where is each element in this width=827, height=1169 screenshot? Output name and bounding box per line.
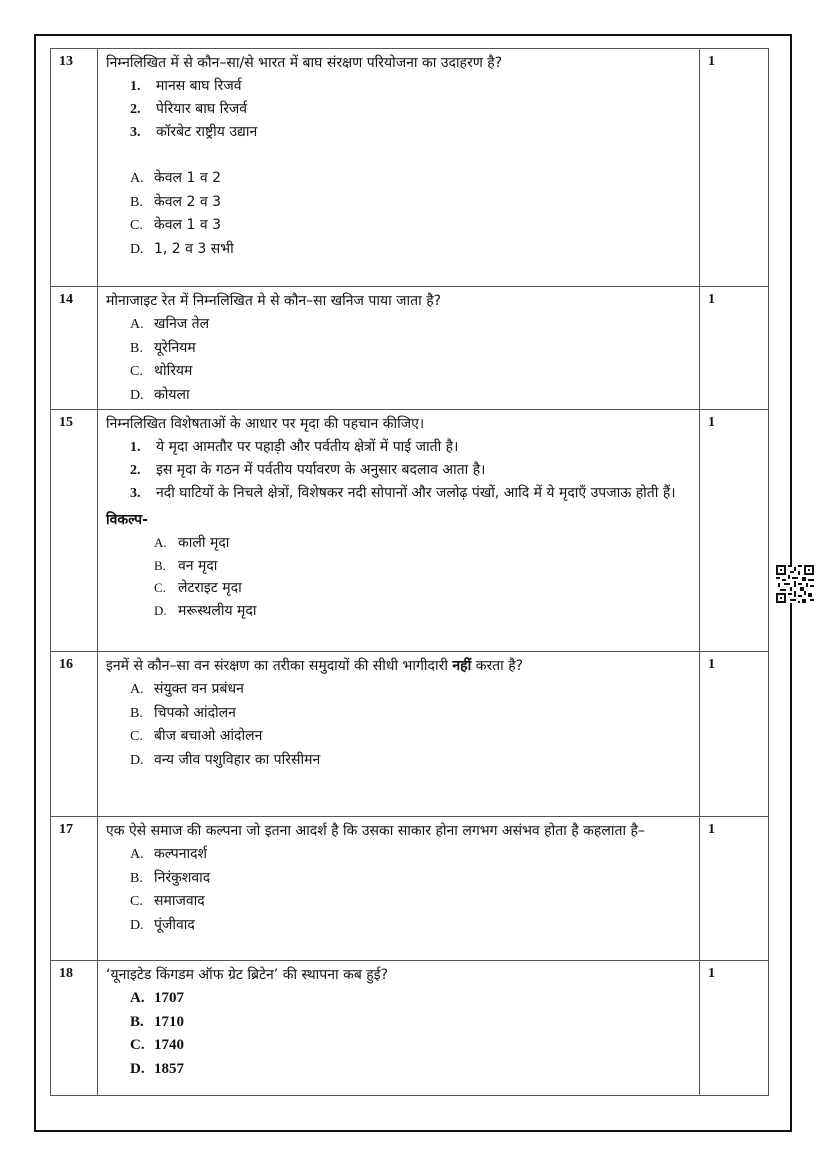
answer-option: D. मरूस्थलीय मृदा xyxy=(154,602,257,619)
answer-option: D. वन्य जीव पशुविहार का परिसीमन xyxy=(130,751,321,768)
qr-code-icon xyxy=(776,565,814,603)
question-text: निम्नलिखित में से कौन–सा/से भारत में बाघ संरक्षण परियोजना का उदाहरण है? xyxy=(106,55,503,71)
list-item: 1. ये मृदा आमतौर पर पहाड़ी और पर्वतीय क्षेत्रों में पाई जाती है। xyxy=(130,439,459,455)
answer-option: C. केवल 1 व 3 xyxy=(130,217,221,233)
list-item: 2. इस मृदा के गठन में पर्वतीय पर्यावरण के अनुसार बदलाव आता है। xyxy=(130,462,486,478)
answer-option: B. 1710 xyxy=(130,1013,184,1030)
question-text: मोनाजाइट रेत में निम्नलिखित मे से कौन–सा खनिज पाया जाता है? xyxy=(106,293,442,309)
answer-option: A. संयुक्त वन प्रबंधन xyxy=(130,681,244,697)
question-row-18 xyxy=(51,961,769,1096)
question-text: इनमें से कौन–सा वन संरक्षण का तरीका समुदायों की सीधी भागीदारी नहीं करता है? xyxy=(106,658,524,674)
question-number: 15 xyxy=(51,410,98,652)
question-body xyxy=(98,287,700,410)
answer-option: B. निरंकुशवाद xyxy=(130,869,211,886)
answer-option: D. कोयला xyxy=(130,386,190,403)
answer-option: D. 1857 xyxy=(130,1060,184,1077)
question-body xyxy=(98,652,700,817)
list-item: 2. पेरियार बाघ रिजर्व xyxy=(130,101,248,117)
question-marks: 1 xyxy=(700,817,769,961)
list-item: 3. नदी घाटियों के निचले क्षेत्रों, विशेषकर नदी सोपानों और जलोढ़ पंखों, आदि में ये मृदाएँ उपजाऊ होती हैं। xyxy=(130,485,676,501)
emphasis-text: नहीं xyxy=(452,658,472,674)
answer-option: B. वन मृदा xyxy=(154,557,218,574)
question-marks: 1 xyxy=(700,49,769,287)
answer-option: A. केवल 1 व 2 xyxy=(130,170,221,186)
answer-option: D. पूंजीवाद xyxy=(130,916,195,933)
question-marks: 1 xyxy=(700,287,769,410)
question-marks: 1 xyxy=(700,961,769,1096)
question-body xyxy=(98,410,700,652)
answer-option: B. केवल 2 व 3 xyxy=(130,193,221,210)
answer-option: A. काली मृदा xyxy=(154,535,230,551)
question-number: 17 xyxy=(51,817,98,961)
question-text: निम्नलिखित विशेषताओं के आधार पर मृदा की पहचान कीजिए। xyxy=(106,416,425,432)
question-row-16 xyxy=(51,652,769,817)
question-text: ‘यूनाइटेड किंगडम ऑफ ग्रेट ब्रिटेन’ की स्थापना कब हुई? xyxy=(106,967,389,983)
question-number: 16 xyxy=(51,652,98,817)
question-row-15 xyxy=(51,410,769,652)
answer-option: C. थोरियम xyxy=(130,363,193,379)
answer-option: C. लेटराइट मृदा xyxy=(154,580,242,596)
question-body xyxy=(98,817,700,961)
question-row-14 xyxy=(51,287,769,410)
answer-option: C. समाजवाद xyxy=(130,893,205,909)
options-label: विकल्प- xyxy=(106,512,148,528)
question-number: 14 xyxy=(51,287,98,410)
question-row-17 xyxy=(51,817,769,961)
answer-option: B. चिपको आंदोलन xyxy=(130,704,236,721)
question-text: एक ऐसे समाज की कल्पना जो इतना आदर्श है कि उसका साकार होना लगभग असंभव होता है कहलाता है– xyxy=(106,823,645,839)
questions-table xyxy=(50,48,769,1096)
answer-option: B. यूरेनियम xyxy=(130,339,196,356)
question-marks: 1 xyxy=(700,410,769,652)
answer-option: D. 1, 2 व 3 सभी xyxy=(130,240,234,257)
question-body xyxy=(98,961,700,1096)
answer-option: A. खनिज तेल xyxy=(130,316,210,332)
answer-option: A. 1707 xyxy=(130,990,184,1006)
answer-option: A. कल्पनादर्श xyxy=(130,846,208,862)
question-body xyxy=(98,49,700,287)
list-item: 1. मानस बाघ रिजर्व xyxy=(130,78,242,94)
answer-option: C. बीज बचाओ आंदोलन xyxy=(130,728,263,744)
question-row-13 xyxy=(51,49,769,287)
question-number: 13 xyxy=(51,49,98,287)
question-number: 18 xyxy=(51,961,98,1096)
list-item: 3. कॉरबेट राष्ट्रीय उद्यान xyxy=(130,124,258,140)
question-marks: 1 xyxy=(700,652,769,817)
answer-option: C. 1740 xyxy=(130,1037,184,1053)
